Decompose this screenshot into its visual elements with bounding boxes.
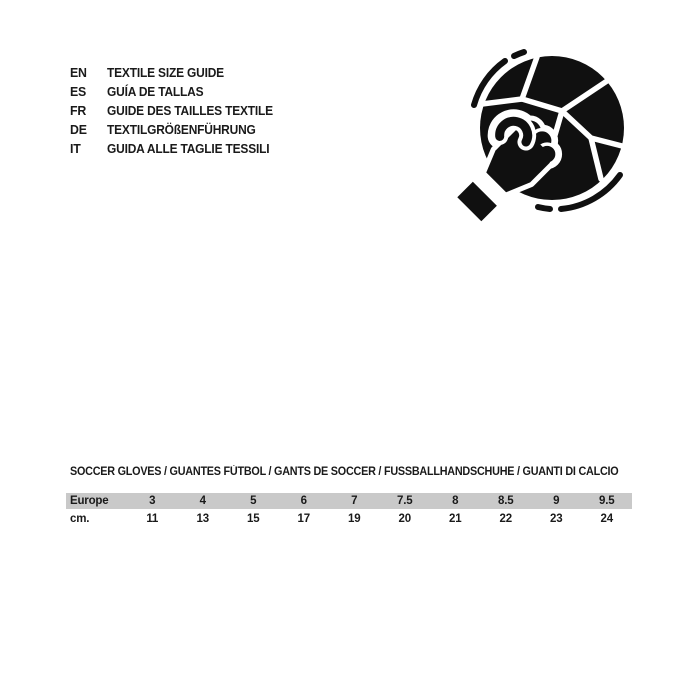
size-cell: 7 (351, 495, 358, 507)
size-guide-label: TEXTILGRÖßENFÜHRUNG (107, 122, 256, 137)
size-cell: 9.5 (599, 495, 615, 507)
size-cell: 22 (499, 512, 512, 525)
size-table (66, 493, 632, 528)
table-row-europe (66, 493, 632, 509)
language-row (70, 63, 287, 82)
size-cell: 11 (146, 512, 159, 525)
row-header-cm: cm. (70, 512, 90, 525)
size-cell: 8 (452, 495, 459, 507)
size-guide-language-list (70, 63, 287, 158)
size-cell: 8.5 (498, 495, 514, 507)
size-cell: 21 (449, 512, 462, 525)
language-row (70, 120, 287, 139)
language-code: FR (70, 103, 87, 118)
language-code: EN (70, 65, 87, 80)
size-guide-label: GUÍA DE TALLAS (107, 84, 204, 99)
language-code: ES (70, 84, 87, 99)
size-cell: 20 (398, 512, 411, 525)
size-cell: 24 (600, 512, 613, 525)
size-cell: 9 (553, 495, 560, 507)
language-code: IT (70, 141, 81, 156)
row-header-europe: Europe (70, 495, 109, 507)
goalkeeper-glove-soccer-ball-icon (450, 45, 650, 245)
size-cell: 23 (550, 512, 563, 525)
size-cell: 3 (149, 495, 156, 507)
size-cell: 17 (297, 512, 310, 525)
size-cell: 19 (348, 512, 361, 525)
size-guide-label: TEXTILE SIZE GUIDE (107, 65, 224, 80)
language-row (70, 139, 287, 158)
glove-ball-icon-svg (450, 45, 650, 245)
size-cell: 4 (199, 495, 206, 507)
language-row (70, 101, 287, 120)
size-cell: 7.5 (397, 495, 413, 507)
size-table-title: SOCCER GLOVES / GUANTES FÚTBOL / GANTS DE SOCCER / FUSSBALLHANDSCHUHE / GUANTI DI CALCIO (70, 466, 619, 478)
size-cell: 6 (300, 495, 307, 507)
size-cell: 5 (250, 495, 257, 507)
language-row (70, 82, 287, 101)
size-cell: 13 (196, 512, 209, 525)
size-guide-label: GUIDA ALLE TAGLIE TESSILI (107, 141, 270, 156)
language-code: DE (70, 122, 87, 137)
size-guide-label: GUIDE DES TAILLES TEXTILE (107, 103, 273, 118)
size-cell: 15 (247, 512, 260, 525)
table-row-cm (66, 509, 632, 528)
